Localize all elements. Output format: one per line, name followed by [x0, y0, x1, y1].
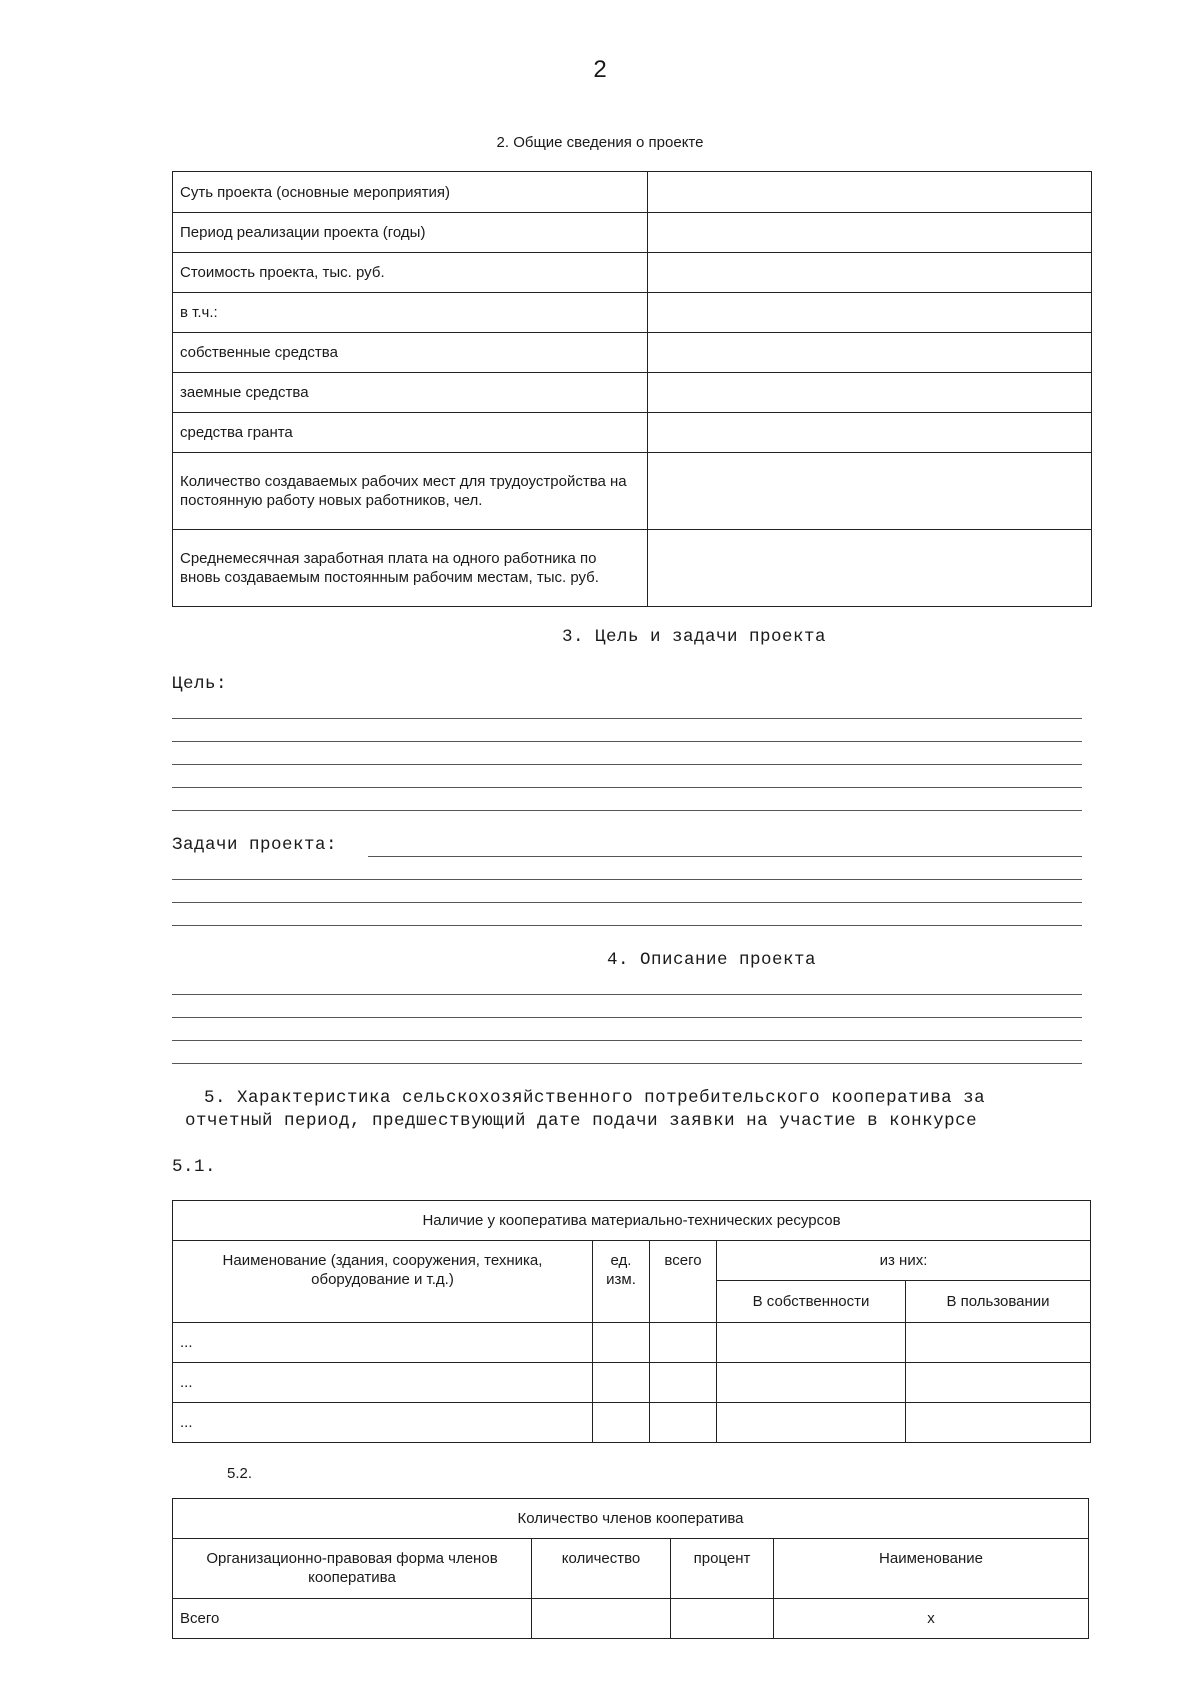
used-cell[interactable]	[906, 1403, 1091, 1443]
description-line[interactable]	[172, 1063, 1082, 1064]
row-label: Стоимость проекта, тыс. руб.	[173, 253, 648, 293]
tasks-label: Задачи проекта:	[172, 835, 338, 855]
table-row	[173, 1499, 1089, 1539]
column-header-name: Наименование	[774, 1539, 1089, 1599]
subsection-5-1-number: 5.1.	[172, 1157, 217, 1177]
owned-cell[interactable]	[717, 1403, 906, 1443]
table-title: Количество членов кооператива	[173, 1499, 1089, 1539]
table-row	[173, 1403, 1091, 1443]
column-header-used: В пользовании	[906, 1281, 1091, 1323]
row-value-cell[interactable]	[648, 213, 1092, 253]
total-cell[interactable]	[650, 1323, 717, 1363]
unit-cell[interactable]	[593, 1403, 650, 1443]
total-cell[interactable]	[650, 1363, 717, 1403]
goal-line[interactable]	[172, 718, 1082, 719]
row-value-cell[interactable]	[648, 373, 1092, 413]
row-label: заемные средства	[173, 373, 648, 413]
row-value-cell[interactable]	[648, 293, 1092, 333]
row-label: собственные средства	[173, 333, 648, 373]
goal-line[interactable]	[172, 787, 1082, 788]
description-line[interactable]	[172, 1017, 1082, 1018]
section-3-title: 3. Цель и задачи проекта	[562, 627, 827, 647]
percent-cell[interactable]	[671, 1599, 774, 1639]
row-label: Среднемесячная заработная плата на одного работника по вновь создаваемым постоянным рабочим местам, тыс. руб.	[173, 530, 648, 607]
goal-line[interactable]	[172, 810, 1082, 811]
row-label: Количество создаваемых рабочих мест для трудоустройства на постоянную работу новых работников, чел.	[173, 453, 648, 530]
unit-cell[interactable]	[593, 1323, 650, 1363]
tasks-line[interactable]	[172, 902, 1082, 903]
table-row	[173, 453, 1092, 530]
table-title: Наличие у кооператива материально-технических ресурсов	[173, 1201, 1091, 1241]
section-5-title-line-2: отчетный период, предшествующий дате подачи заявки на участие в конкурсе	[185, 1111, 978, 1131]
row-value-cell[interactable]	[648, 413, 1092, 453]
table-row	[173, 413, 1092, 453]
table-row	[173, 1323, 1091, 1363]
table-row	[173, 373, 1092, 413]
members-table	[172, 1498, 1089, 1639]
description-line[interactable]	[172, 994, 1082, 995]
section-2-title: 2. Общие сведения о проекте	[496, 134, 704, 151]
row-value-cell[interactable]	[648, 333, 1092, 373]
resource-name-cell: ...	[173, 1363, 593, 1403]
table-row	[173, 213, 1092, 253]
row-value-cell[interactable]	[648, 172, 1092, 213]
column-header-unit: ед. изм.	[593, 1241, 650, 1323]
goal-line[interactable]	[172, 764, 1082, 765]
name-cell: x	[774, 1599, 1089, 1639]
owned-cell[interactable]	[717, 1323, 906, 1363]
resources-table	[172, 1200, 1091, 1443]
subsection-5-2-number: 5.2.	[227, 1465, 253, 1482]
column-header-total: всего	[650, 1241, 717, 1323]
row-label: средства гранта	[173, 413, 648, 453]
owned-cell[interactable]	[717, 1363, 906, 1403]
resource-name-cell: ...	[173, 1403, 593, 1443]
unit-cell[interactable]	[593, 1363, 650, 1403]
page-number: 2	[593, 56, 607, 83]
goal-label: Цель:	[172, 674, 228, 694]
table-row	[173, 293, 1092, 333]
row-value-cell[interactable]	[648, 453, 1092, 530]
count-cell[interactable]	[532, 1599, 671, 1639]
row-label: Период реализации проекта (годы)	[173, 213, 648, 253]
table-header-row	[173, 1539, 1089, 1599]
goal-line[interactable]	[172, 741, 1082, 742]
table-row	[173, 172, 1092, 213]
section-5-title-line-1: 5. Характеристика сельскохозяйственного потребительского кооператива за	[204, 1088, 986, 1108]
column-header-form: Организационно-правовая форма членов кооператива	[173, 1539, 532, 1599]
column-header-count: количество	[532, 1539, 671, 1599]
resource-name-cell: ...	[173, 1323, 593, 1363]
table-row	[173, 1363, 1091, 1403]
row-value-cell[interactable]	[648, 253, 1092, 293]
table-row	[173, 530, 1092, 607]
used-cell[interactable]	[906, 1363, 1091, 1403]
table-row	[173, 1599, 1089, 1639]
total-cell[interactable]	[650, 1403, 717, 1443]
total-label-cell: Всего	[173, 1599, 532, 1639]
table-row	[173, 333, 1092, 373]
row-label: Суть проекта (основные мероприятия)	[173, 172, 648, 213]
column-header-name: Наименование (здания, сооружения, техника, оборудование и т.д.)	[173, 1241, 593, 1323]
section-4-title: 4. Описание проекта	[607, 950, 817, 970]
used-cell[interactable]	[906, 1323, 1091, 1363]
tasks-line[interactable]	[172, 925, 1082, 926]
column-header-owned: В собственности	[717, 1281, 906, 1323]
table-header-row	[173, 1241, 1091, 1281]
tasks-line[interactable]	[368, 856, 1082, 857]
table-row	[173, 1201, 1091, 1241]
column-header-percent: процент	[671, 1539, 774, 1599]
column-header-of-them: из них:	[717, 1241, 1091, 1281]
general-info-table	[172, 171, 1092, 607]
table-row	[173, 253, 1092, 293]
tasks-line[interactable]	[172, 879, 1082, 880]
row-value-cell[interactable]	[648, 530, 1092, 607]
row-label: в т.ч.:	[173, 293, 648, 333]
description-line[interactable]	[172, 1040, 1082, 1041]
